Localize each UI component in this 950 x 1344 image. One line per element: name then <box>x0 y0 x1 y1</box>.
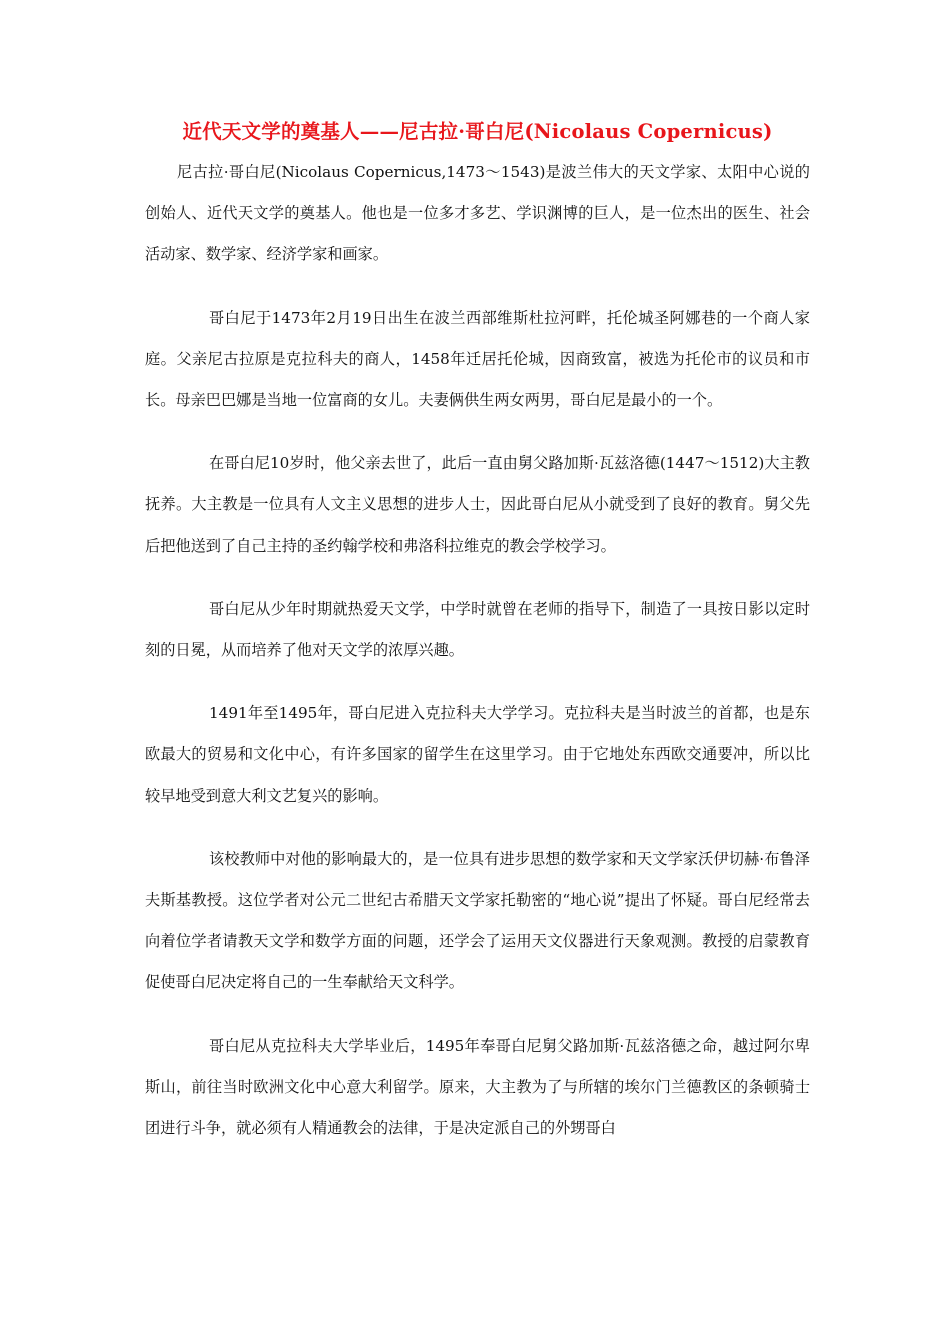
paragraph-university: 1491年至1495年，哥白尼进入克拉科夫大学学习。克拉科夫是当时波兰的首都，也是东欧最大的贸易和文化中心，有许多国家的留学生在这里学习。由于它地处东西欧交通要冲，所以比较早地受到意大利文艺复兴的影响。 <box>145 704 810 805</box>
paragraph-italy: 哥白尼从克拉科夫大学毕业后，1495年奉哥白尼舅父路加斯·瓦兹洛德之命，越过阿尔卑斯山，前往当时欧洲文化中心意大利留学。原来，大主教为了与所辖的埃尔门兰德教区的条顿骑士团进行斗争，就必须有人精通教会的法律，于是决定派自己的外甥哥白 <box>145 1036 810 1138</box>
paragraph-childhood: 在哥白尼10岁时，他父亲去世了，此后一直由舅父路加斯·瓦兹洛德(1447～1512)大主教抚养。大主教是一位具有人文主义思想的进步人士，因此哥白尼从小就受到了良好的教育。舅父先后把他送到了自己主持的圣约翰学校和弗洛科拉维克的教会学校学习。 <box>145 454 810 555</box>
document-title: 近代天文学的奠基人——尼古拉·哥白尼(Nicolaus Copernicus) <box>182 120 773 143</box>
paragraph-birth: 哥白尼于1473年2月19日出生在波兰西部维斯杜拉河畔，托伦城圣阿娜巷的一个商人家庭。父亲尼古拉原是克拉科夫的商人，1458年迁居托伦城，因商致富，被选为托伦市的议员和市长。母亲巴巴娜是当地一位富商的女儿。夫妻俩供生两女两男，哥白尼是最小的一个。 <box>145 308 810 410</box>
paragraph-youth: 哥白尼从少年时期就热爱天文学，中学时就曾在老师的指导下，制造了一具按日影以定时刻的日冕，从而培养了他对天文学的浓厚兴趣。 <box>145 599 810 660</box>
paragraph-teacher: 该校教师中对他的影响最大的，是一位具有进步思想的数学家和天文学家沃伊切赫·布鲁泽夫斯基教授。这位学者对公元二世纪古希腊天文学家托勒密的“地心说”提出了怀疑。哥白尼经常去向着位学者请教天文学和数学方面的问题，还学会了运用天文仪器进行天象观测。教授的启蒙教育促使哥白尼决定将自己的一生奉献给天文科学。 <box>145 849 810 992</box>
document-page <box>145 118 810 1171</box>
paragraph-intro: 尼古拉·哥白尼(Nicolaus Copernicus,1473～1543)是波兰伟大的天文学家、太阳中心说的创始人、近代天文学的奠基人。他也是一位多才多艺、学识渊博的巨人，是一位杰出的医生、社会活动家、数学家、经济学家和画家。 <box>145 163 810 264</box>
